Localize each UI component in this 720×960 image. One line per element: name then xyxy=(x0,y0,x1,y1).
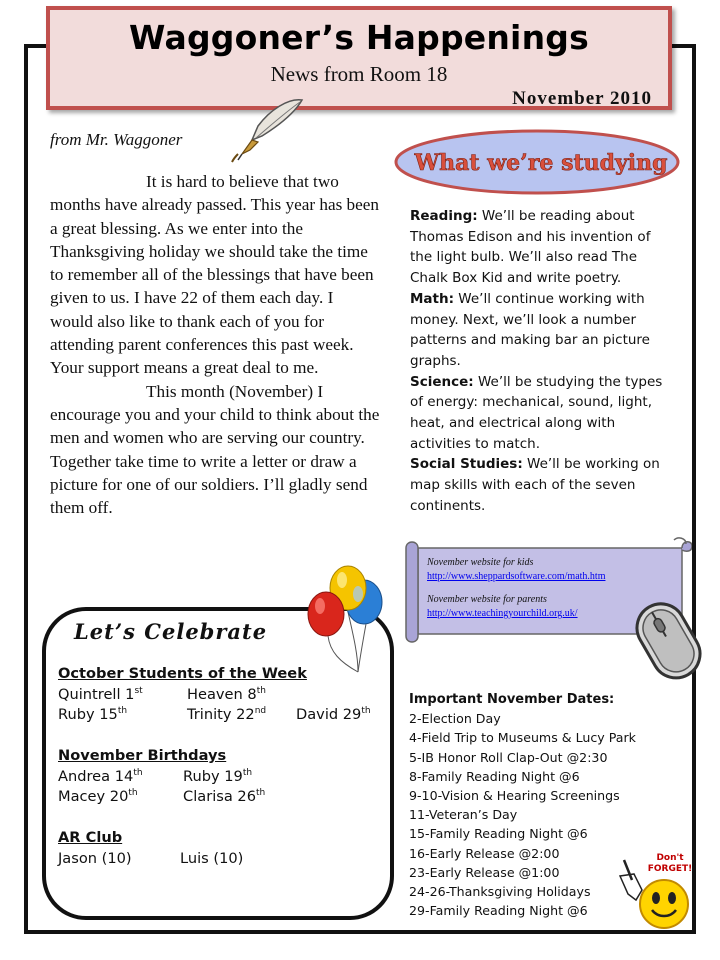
subject-reading xyxy=(410,206,672,289)
ar-club-row xyxy=(58,849,388,870)
student-entry: Ruby 15th xyxy=(58,706,128,723)
dont-forget-line1: Don't xyxy=(656,853,684,863)
date-item: 11-Veteran’s Day xyxy=(409,807,518,823)
subject-label: Science: xyxy=(410,373,474,390)
birthdays-heading: November Birthdays xyxy=(58,747,227,764)
celebrate-title: Let’s Celebrate xyxy=(74,619,268,644)
ar-club-heading: AR Club xyxy=(58,829,123,846)
subject-social-studies xyxy=(410,454,672,516)
student-entry: Trinity 22nd xyxy=(187,706,267,723)
newsletter-title: Waggoner’s Happenings xyxy=(129,18,589,57)
ar-club-entry: Luis (10) xyxy=(180,849,244,867)
subject-text: We’ll be reading about Thomas Edison and his invention of the light bulb. We’ll also read The Chalk Box Kid and write poetry. xyxy=(410,208,651,287)
computer-mouse-icon xyxy=(620,592,716,688)
date-item: 2-Election Day xyxy=(409,711,501,727)
subject-text: We’ll continue working with money. Next, we’ll look a number patterns and making bar an picture graphs. xyxy=(410,290,650,369)
letter-paragraph: It is hard to believe that two months have already passed. This year has been a great blessing. As we enter into the Thanksgiving holiday we should take the time to remember all of the blessings that have been given to us. I have 22 of them each day. I would also like to thank each of you for attending parent conferences this past week. Your support means a great deal to me. xyxy=(50,172,380,378)
birthday-entry: Clarisa 26th xyxy=(183,788,266,805)
date-item: 16-Early Release @2:00 xyxy=(409,845,560,861)
subject-label: Reading: xyxy=(410,208,478,224)
birthdays-row xyxy=(58,767,388,788)
students-row xyxy=(58,685,388,706)
kids-website-link[interactable]: http://www.sheppardsoftware.com/math.htm xyxy=(427,571,606,582)
birthday-entry: Andrea 14th xyxy=(58,767,143,785)
letter-signature: from Mr. Waggoner xyxy=(50,130,183,149)
parents-website-link[interactable]: http://www.teachingyourchild.org.uk/ xyxy=(427,608,578,619)
students-of-week-heading: October Students of the Week xyxy=(58,665,307,682)
birthday-entry: Macey 20th xyxy=(58,788,138,805)
newsletter-subtitle: News from Room 18 xyxy=(270,62,448,86)
studying-heading: What we’re studying xyxy=(414,150,668,176)
dont-forget-line2: FORGET! xyxy=(647,864,693,874)
celebrate-content xyxy=(58,664,388,869)
date-item: 23-Early Release @1:00 xyxy=(409,864,560,880)
dates-heading: Important November Dates: xyxy=(409,692,615,707)
student-entry: Heaven 8th xyxy=(187,685,266,703)
subject-science xyxy=(410,372,672,455)
date-item: 8-Family Reading Night @6 xyxy=(409,768,580,784)
students-row xyxy=(58,705,388,726)
birthdays-row xyxy=(58,787,388,808)
date-item: 15-Family Reading Night @6 xyxy=(409,826,588,842)
subject-text: We’ll be working on map skills with each of the seven continents. xyxy=(410,456,660,514)
subject-math xyxy=(410,289,672,372)
date-item: 9-10-Vision & Hearing Screenings xyxy=(409,788,620,804)
subjects-list xyxy=(410,206,672,517)
studying-heading-oval xyxy=(393,128,681,196)
ar-club-entry: Jason (10) xyxy=(58,849,132,867)
quill-pen-icon xyxy=(228,96,308,164)
date-item: 4-Field Trip to Museums & Lucy Park xyxy=(409,730,636,746)
kids-website-label: November website for kids xyxy=(427,557,534,568)
teacher-letter xyxy=(50,170,380,519)
balloons-icon xyxy=(300,562,396,678)
date-item: 5-IB Honor Roll Clap-Out @2:30 xyxy=(409,749,608,765)
subject-label: Math: xyxy=(410,290,455,307)
parents-website-label: November website for parents xyxy=(427,594,547,605)
newsletter-date: November 2010 xyxy=(512,88,652,109)
subject-label: Social Studies: xyxy=(410,456,523,473)
header-banner xyxy=(46,6,672,110)
student-entry: David 29th xyxy=(296,706,371,723)
student-entry: Quintrell 1st xyxy=(58,685,143,703)
dont-forget-smiley-icon xyxy=(612,846,698,930)
date-item: 24-26-Thanksgiving Holidays xyxy=(409,884,591,900)
date-item: 29-Family Reading Night @6 xyxy=(409,903,588,919)
letter-paragraph: This month (November) I encourage you and your child to think about the men and women who are serving our country. Together take time to write a letter or draw a picture for one of our soldiers. I’ll gladly send them off. xyxy=(50,381,380,518)
subject-text: We’ll be studying the types of energy: mechanical, sound, light, heat, and electrical along with activities to match. xyxy=(410,373,663,452)
birthday-entry: Ruby 19th xyxy=(183,767,253,785)
